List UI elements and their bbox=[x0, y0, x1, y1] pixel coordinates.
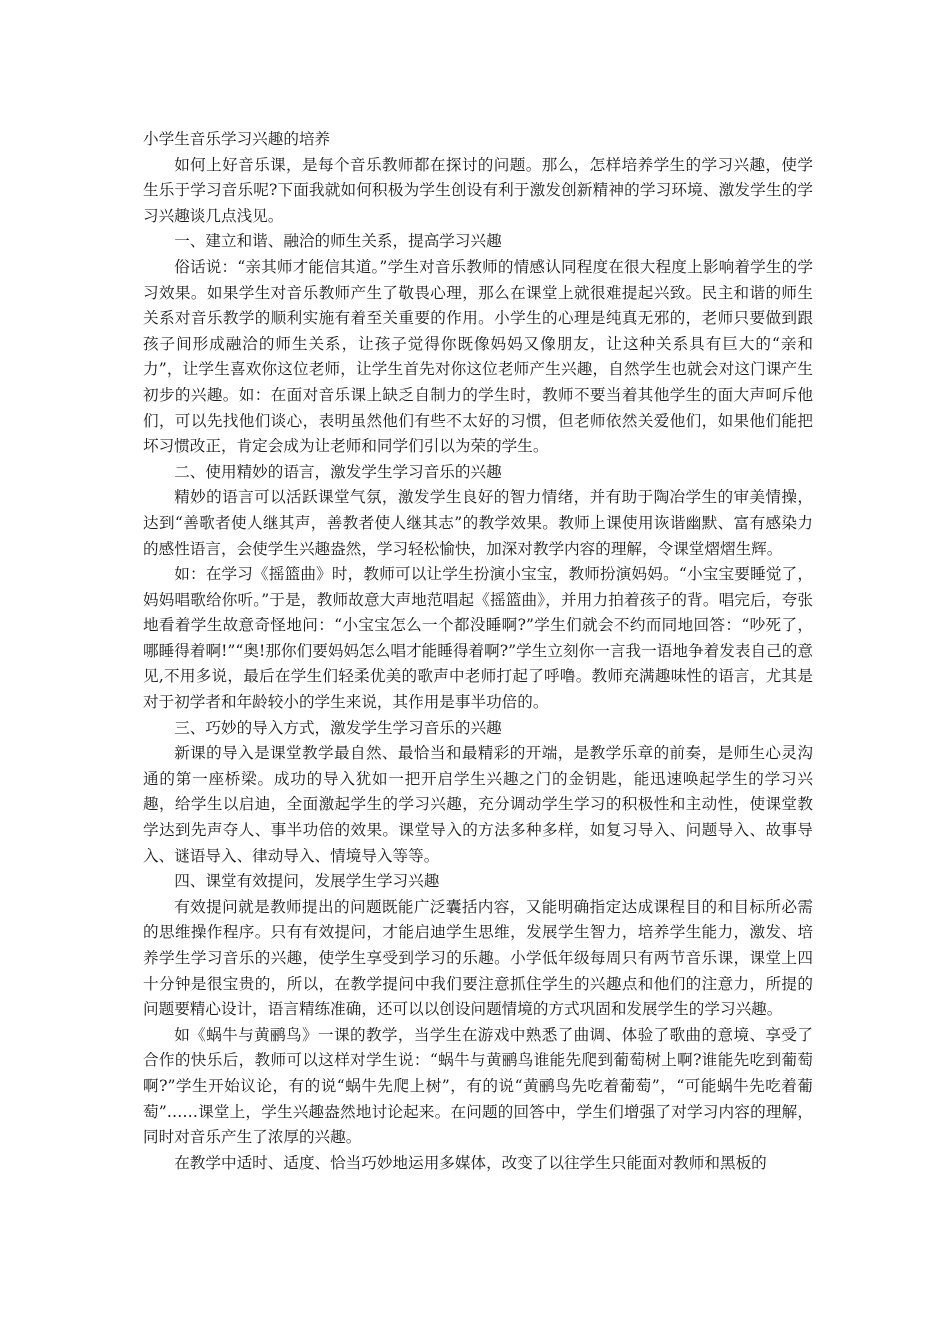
section-heading-2: 二、使用精妙的语言，激发学生学习音乐的兴趣 bbox=[174, 462, 502, 481]
document-page bbox=[143, 127, 813, 1176]
paragraph-section-4a: 有效提问就是教师提出的问题既能广泛囊括内容，又能明确指定达成课程目的和目标所必需的思维操作程序。只有有效提问，才能启迪学生思维，发展学生智力，培养学生能力，激发、培养学生学习音乐的兴趣，使学生享受到学习的乐趣。小学低年级每周只有两节音乐课，课堂上四十分钟是很宝贵的，所以，在教学提问中我们要注意抓住学生的兴趣点和他们的注意力，所提的问题要精心设计，语言精练准确，还可以以创设问题情境的方式巩固和发展学生的学习兴趣。 bbox=[143, 897, 813, 1019]
paragraph-section-2b: 如：在学习《摇篮曲》时，教师可以让学生扮演小宝宝，教师扮演妈妈。“小宝宝要睡觉了，妈妈唱歌给你听。”于是，教师故意大声地范唱起《摇篮曲》，并用力拍着孩子的背。唱完后，夸张地看着学生故意奇怪地问：“小宝宝怎么一个都没睡啊?”学生们就会不约而同地回答：“吵死了，哪睡得着啊!”“奥!那你们要妈妈怎么唱才能睡得着啊?”学生立刻你一言我一语地争着发表自己的意见,不用多说，最后在学生们轻柔优美的歌声中老师打起了呼噜。教师充满趣味性的语言，尤其是对于初学者和年龄较小的学生来说，其作用是事半功倍的。 bbox=[143, 565, 813, 712]
section-heading-4: 四、课堂有效提问，发展学生学习兴趣 bbox=[174, 872, 440, 891]
paragraph-section-2a: 精妙的语言可以活跃课堂气氛，激发学生良好的智力情绪，并有助于陶冶学生的审美情操，达到“善歌者使人继其声，善教者使人继其志”的教学效果。教师上课使用诙谐幽默、富有感染力的感性语言，会使学生兴趣盎然，学习轻松愉快，加深对教学内容的理解，令课堂熠熠生辉。 bbox=[143, 488, 813, 558]
paragraph-section-4c: 在教学中适时、适度、恰当巧妙地运用多媒体，改变了以往学生只能面对教师和黑板的 bbox=[174, 1153, 767, 1172]
section-heading-3: 三、巧妙的导入方式，激发学生学习音乐的兴趣 bbox=[174, 718, 502, 737]
document-title: 小学生音乐学习兴趣的培养 bbox=[143, 130, 331, 148]
paragraph-section-4b: 如《蜗牛与黄鹂鸟》一课的教学，当学生在游戏中熟悉了曲调、体验了歌曲的意境、享受了合作的快乐后，教师可以这样对学生说：“蜗牛与黄鹂鸟谁能先爬到葡萄树上啊?谁能先吃到葡萄啊?”学生开始议论，有的说“蜗牛先爬上树”，有的说“黄鹂鸟先吃着葡萄”，“可能蜗牛先吃着葡萄”……课堂上，学生兴趣盎然地讨论起来。在问题的回答中，学生们增强了对学习内容的理解，同时对音乐产生了浓厚的兴趣。 bbox=[143, 1025, 813, 1147]
section-heading-1: 一、建立和谐、融洽的师生关系，提高学习兴趣 bbox=[174, 232, 502, 251]
paragraph-section-1: 俗话说：“亲其师才能信其道。”学生对音乐教师的情感认同程度在很大程度上影响着学生的学习效果。如果学生对音乐教师产生了敬畏心理，那么在课堂上就很难提起兴致。民主和谐的师生关系对音乐教学的顺利实施有着至关重要的作用。小学生的心理是纯真无邪的，老师只要做到跟孩子间形成融洽的师生关系，让孩子觉得你既像妈妈又像朋友，让这种关系具有巨大的“亲和力”，让学生喜欢你这位老师，让学生首先对你这位老师产生兴趣，自然学生也就会对这门课产生初步的兴趣。如：在面对音乐课上缺乏自制力的学生时，教师不要当着其他学生的面大声呵斥他们，可以先找他们谈心，表明虽然他们有些不太好的习惯，但老师依然关爱他们，如果他们能把坏习惯改正，肯定会成为让老师和同学们引以为荣的学生。 bbox=[143, 257, 813, 456]
paragraph-section-3: 新课的导入是课堂教学最自然、最恰当和最精彩的开端，是教学乐章的前奏，是师生心灵沟通的第一座桥梁。成功的导入犹如一把开启学生兴趣之门的金钥匙，能迅速唤起学生的学习兴趣，给学生以启迪，全面激起学生的学习兴趣，充分调动学生学习的积极性和主动性，使课堂教学达到先声夺人、事半功倍的效果。课堂导入的方法多种多样，如复习导入、问题导入、故事导入、谜语导入、律动导入、情境导入等等。 bbox=[143, 744, 813, 865]
paragraph-intro: 如何上好音乐课，是每个音乐教师都在探讨的问题。那么，怎样培养学生的学习兴趣，使学生乐于学习音乐呢?下面我就如何积极为学生创设有利于激发创新精神的学习环境、激发学生的学习兴趣谈几点浅见。 bbox=[143, 155, 813, 225]
